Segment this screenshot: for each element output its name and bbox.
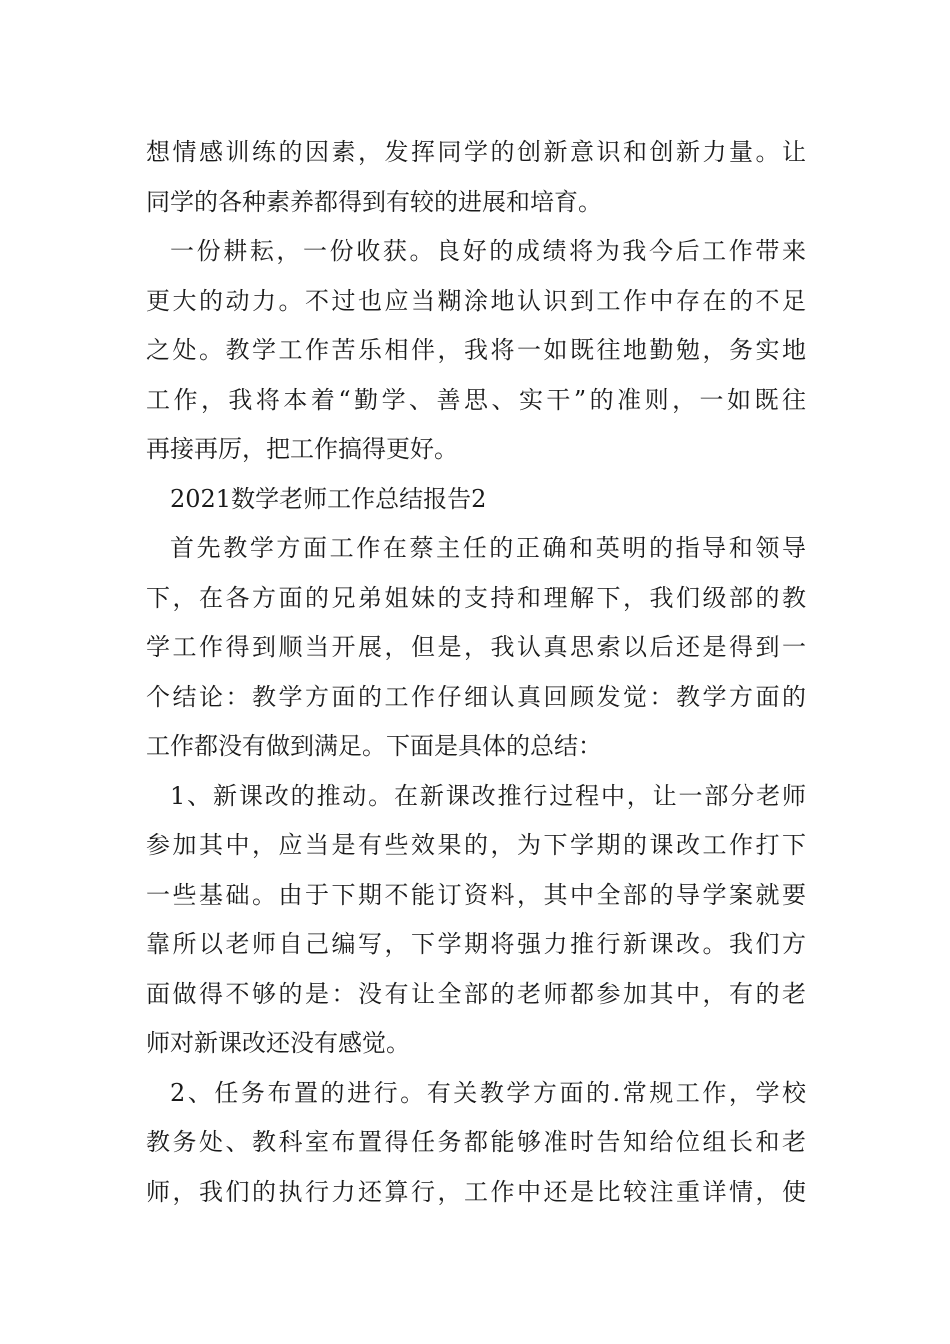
text-line: 更大的动力。不过也应当糊涂地认识到工作中存在的不足 — [146, 286, 806, 315]
text-line: 一些基础。由于下期不能订资料，其中全部的导学案就要 — [146, 880, 806, 909]
text-line: 1、新课改的推动。在新课改推行过程中，让一部分老师 — [170, 781, 806, 810]
text-line: 教务处、教科室布置得任务都能够准时告知给位组长和老 — [146, 1128, 806, 1156]
text-line: 想情感训练的因素，发挥同学的创新意识和创新力量。让 — [146, 138, 806, 166]
text-line: 一份耕耘，一份收获。良好的成绩将为我今后工作带来 — [170, 237, 806, 265]
text-line: 之处。教学工作苦乐相伴，我将一如既往地勤勉，务实地 — [146, 336, 806, 364]
text-line: 学工作得到顺当开展，但是，我认真思索以后还是得到一 — [146, 633, 806, 661]
text-line: 再接再厉，把工作搞得更好。 — [146, 435, 458, 463]
document-page — [146, 128, 806, 1217]
text-line: 个结论：教学方面的工作仔细认真回顾发觉：教学方面的 — [146, 682, 806, 711]
text-line: 靠所以老师自己编写，下学期将强力推行新课改。我们方 — [146, 930, 806, 958]
text-line: 参加其中，应当是有些效果的，为下学期的课改工作打下 — [146, 831, 806, 859]
text-line: 面做得不够的是：没有让全部的老师都参加其中，有的老 — [146, 979, 806, 1008]
text-line: 师，我们的执行力还算行，工作中还是比较注重详情，使 — [146, 1177, 806, 1206]
text-line: 首先教学方面工作在蔡主任的正确和英明的指导和领导 — [170, 534, 806, 562]
section-heading: 2021数学老师工作总结报告2 — [170, 484, 487, 513]
text-line: 师对新课改还没有感觉。 — [146, 1029, 410, 1057]
text-line: 同学的各种素养都得到有较的进展和培育。 — [146, 187, 602, 216]
text-line: 工作，我将本着“勤学、善思、实干”的准则，一如既往 — [146, 385, 806, 414]
text-line: 下，在各方面的兄弟姐妹的支持和理解下，我们级部的教 — [146, 583, 806, 612]
text-line: 工作都没有做到满足。下面是具体的总结： — [146, 732, 602, 760]
text-line: 2、任务布置的进行。有关教学方面的.常规工作，学校 — [170, 1078, 806, 1107]
